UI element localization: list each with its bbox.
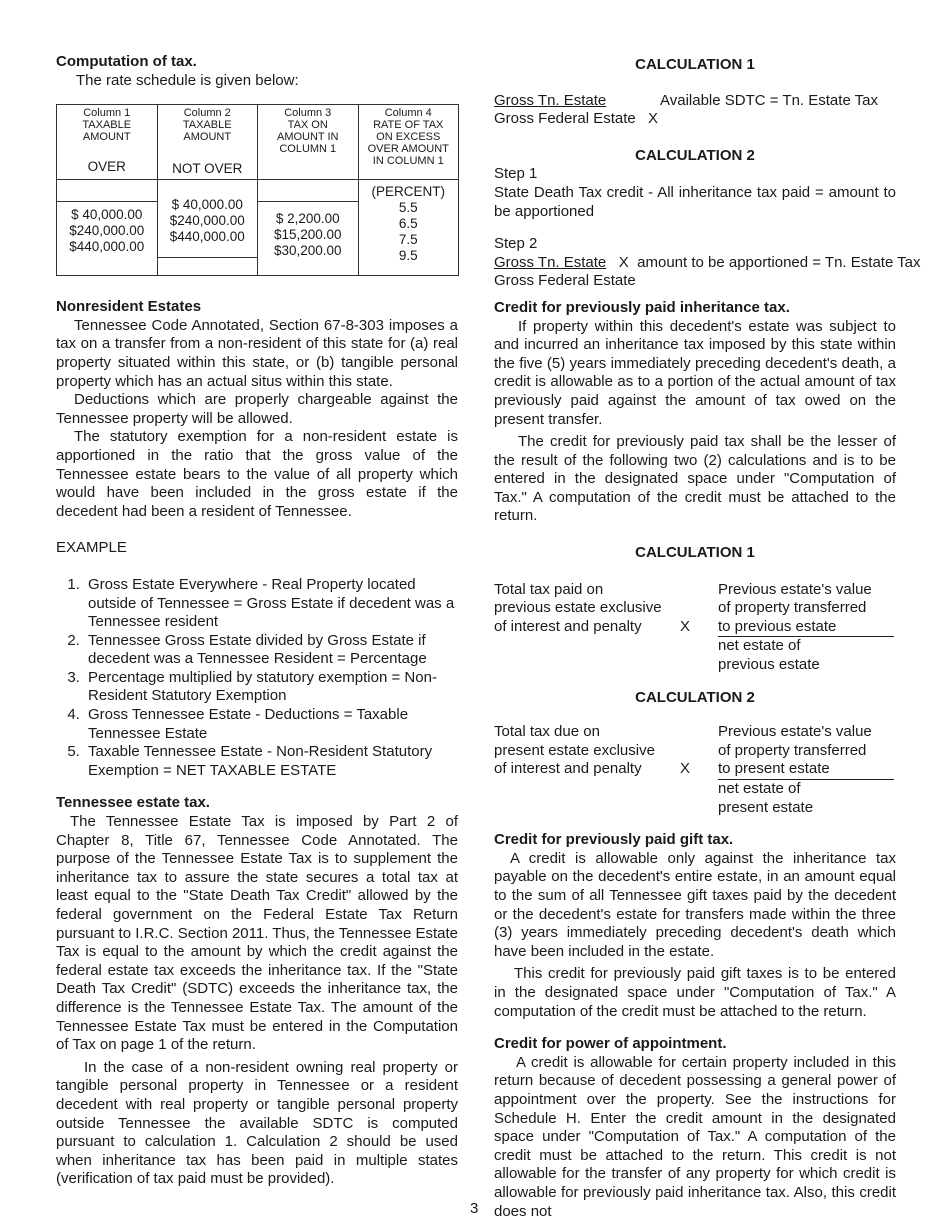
credit-calc2-heading: CALCULATION 2	[635, 688, 755, 706]
calc1-result: Available SDTC = Tn. Estate Tax	[660, 91, 879, 109]
nonresident-heading: Nonresident Estates	[56, 298, 202, 316]
rate-schedule-table	[56, 104, 458, 276]
calc1-denominator: Gross Federal Estate	[494, 110, 636, 128]
inheritance-paragraph: The credit for previously paid tax shall be the lesser of the result of the following two (2) calculations and is to be entered in the designated space under "Computation of Tax." A computation of the credit must be attached to the return.	[494, 433, 896, 525]
step1-label: Step 1	[494, 165, 538, 183]
inheritance-heading: Credit for previously paid inheritance tax.	[494, 298, 790, 316]
example-item: 2. Tennessee Gross Estate divided by Gross Estate if decedent was a Tennessee Resident = Percentage	[84, 632, 458, 669]
col1-values: $ 40,000.00 $240,000.00 $440,000.00	[57, 202, 158, 276]
nonresident-paragraph: The statutory exemption for a non-resident estate is apportioned in the ratio that the gross value of the Tennessee estate bears to the value of all property which would have been included in the gross estate if the decedent had been a resident of Tennessee.	[56, 428, 458, 520]
power-heading: Credit for power of appointment.	[494, 1035, 727, 1053]
calc1-heading: CALCULATION 1	[635, 56, 755, 73]
col4-values: (PERCENT) 5.5 6.5 7.5 9.5	[358, 180, 459, 276]
nonresident-paragraph: Tennessee Code Annotated, Section 67-8-303 imposes a tax on a transfer from a non-resident of this state for (a) real property situated within this state, or (b) tangible personal property which has an actual situs within this state.	[56, 316, 458, 390]
calc1-formula	[494, 92, 896, 111]
estate-tax-paragraph: The Tennessee Estate Tax is imposed by Part 2 of Chapter 8, Title 67, Tennessee Code Annotated. The purpose of the Tennessee Estate Tax is to supplement the inheritance tax to assure the state secures a total tax at least equal to the "State Death Tax Credit" allowed by the federal government on the Federal Estate Tax Return pursuant to I.R.C. Section 2011. Thus, the Tennessee Estate Tax is equal to the amount by which the credit against the federal estate tax exceeds the inheritance tax. If the "State Death Tax Credit" (SDTC) exceeds the inheritance tax, the difference is the Tennessee Estate Tax. The amount of the Tennessee Estate Tax must be entered in the Computation of Tax on page 1 of the return.	[56, 813, 458, 1054]
right-column	[494, 56, 921, 1221]
example-heading: EXAMPLE	[56, 539, 127, 557]
calc2-heading: CALCULATION 2	[635, 146, 755, 164]
example-item: 4. Gross Tennessee Estate - Deductions = Taxable Tennessee Estate	[84, 706, 458, 743]
col3-header: Column 3 TAX ON AMOUNT IN COLUMN 1	[258, 105, 359, 180]
step2-label: Step 2	[494, 235, 538, 253]
step1-text: State Death Tax credit - All inheritance tax paid = amount to be apportioned	[494, 183, 896, 220]
credit-calc2-formula: Total tax due on present estate exclusive of interest and penalty X Previous estate's value of property transferred to present estate net estate of present estate	[494, 723, 896, 817]
col3-values: $ 2,200.00 $15,200.00 $30,200.00	[258, 202, 359, 276]
credit-calc1-heading: CALCULATION 1	[635, 544, 755, 562]
rate-intro: The rate schedule is given below:	[76, 71, 299, 89]
inheritance-paragraph: If property within this decedent's estate was subject to and incurred an inheritance tax imposed by this state within the five (5) years immediately preceding decedent's death, a credit is allowable as to a portion of the actual amount of tax previously paid against the amount of tax owed on the present transfer.	[494, 317, 896, 428]
calc1-numerator: Gross Tn. Estate	[494, 91, 607, 109]
gift-paragraph: This credit for previously paid gift taxes is to be entered in the designated space under "Computation of Tax." A computation of the credit must be attached to the return.	[494, 965, 896, 1020]
nonresident-paragraph: Deductions which are properly chargeable against the Tennessee property will be allowed.	[56, 391, 458, 427]
gift-heading: Credit for previously paid gift tax.	[494, 831, 734, 849]
left-column	[56, 53, 458, 1189]
col2-values: $ 40,000.00 $240,000.00 $440,000.00	[157, 180, 258, 258]
col4-header: Column 4 RATE OF TAX ON EXCESS OVER AMOUNT IN COLUMN 1	[358, 105, 459, 180]
col1-header: Column 1 TAXABLE AMOUNT OVER	[57, 105, 158, 180]
example-item: 3. Percentage multiplied by statutory exemption = Non-Resident Statutory Exemption	[84, 669, 458, 706]
estate-tax-heading: Tennessee estate tax.	[56, 794, 210, 812]
times-sign: X	[648, 110, 659, 128]
gift-paragraph: A credit is allowable only against the inheritance tax payable on the decedent's entire estate, in an amount equal to the sum of all Tennessee gift taxes paid by the decedent or the decedent's estate for transfers made within the three (3) years immediately preceding decedent's death which have been included in the estate.	[494, 849, 896, 960]
computation-heading: Computation of tax.	[56, 53, 197, 70]
estate-tax-paragraph: In the case of a non-resident owning real property or tangible personal property in Tennessee or a resident decedent with real property or tangible personal property outside Tennessee the available SDTC is computed pursuant to calculation 1. Calculation 2 should be used when inheritance tax has been paid in multiple states (verification of tax paid must be provided).	[56, 1058, 458, 1188]
calc1-formula-bottom	[494, 110, 896, 129]
page-number: 3	[470, 1200, 479, 1217]
example-item: 5. Taxable Tennessee Estate - Non-Resident Statutory Exemption = NET TAXABLE ESTATE	[84, 743, 458, 780]
example-item: 1. Gross Estate Everywhere - Real Property located outside of Tennessee = Gross Estate if decedent was a Tennessee resident	[84, 576, 458, 632]
step2-denominator: Gross Federal Estate	[494, 272, 636, 290]
power-paragraph: A credit is allowable for certain property included in this return because of decedent possessing a general power of appointment over the property. See the instructions for Schedule H. Enter the credit amount in the designated space under "Computation of Tax." A computation of the credit must be attached to the return. This credit is not allowable for the transfer of any property for which credit is allowable for previously paid inheritance tax. Also, this credit does not	[494, 1053, 896, 1220]
credit-calc1-formula: Total tax paid on previous estate exclusive of interest and penalty X Previous estate's value of property transferred to previous estate net estate of previous estate	[494, 581, 896, 675]
col2-header: Column 2 TAXABLE AMOUNT NOT OVER	[157, 105, 258, 180]
step2-formula: Gross Tn. Estate X amount to be apportioned = Tn. Estate Tax	[494, 253, 921, 271]
